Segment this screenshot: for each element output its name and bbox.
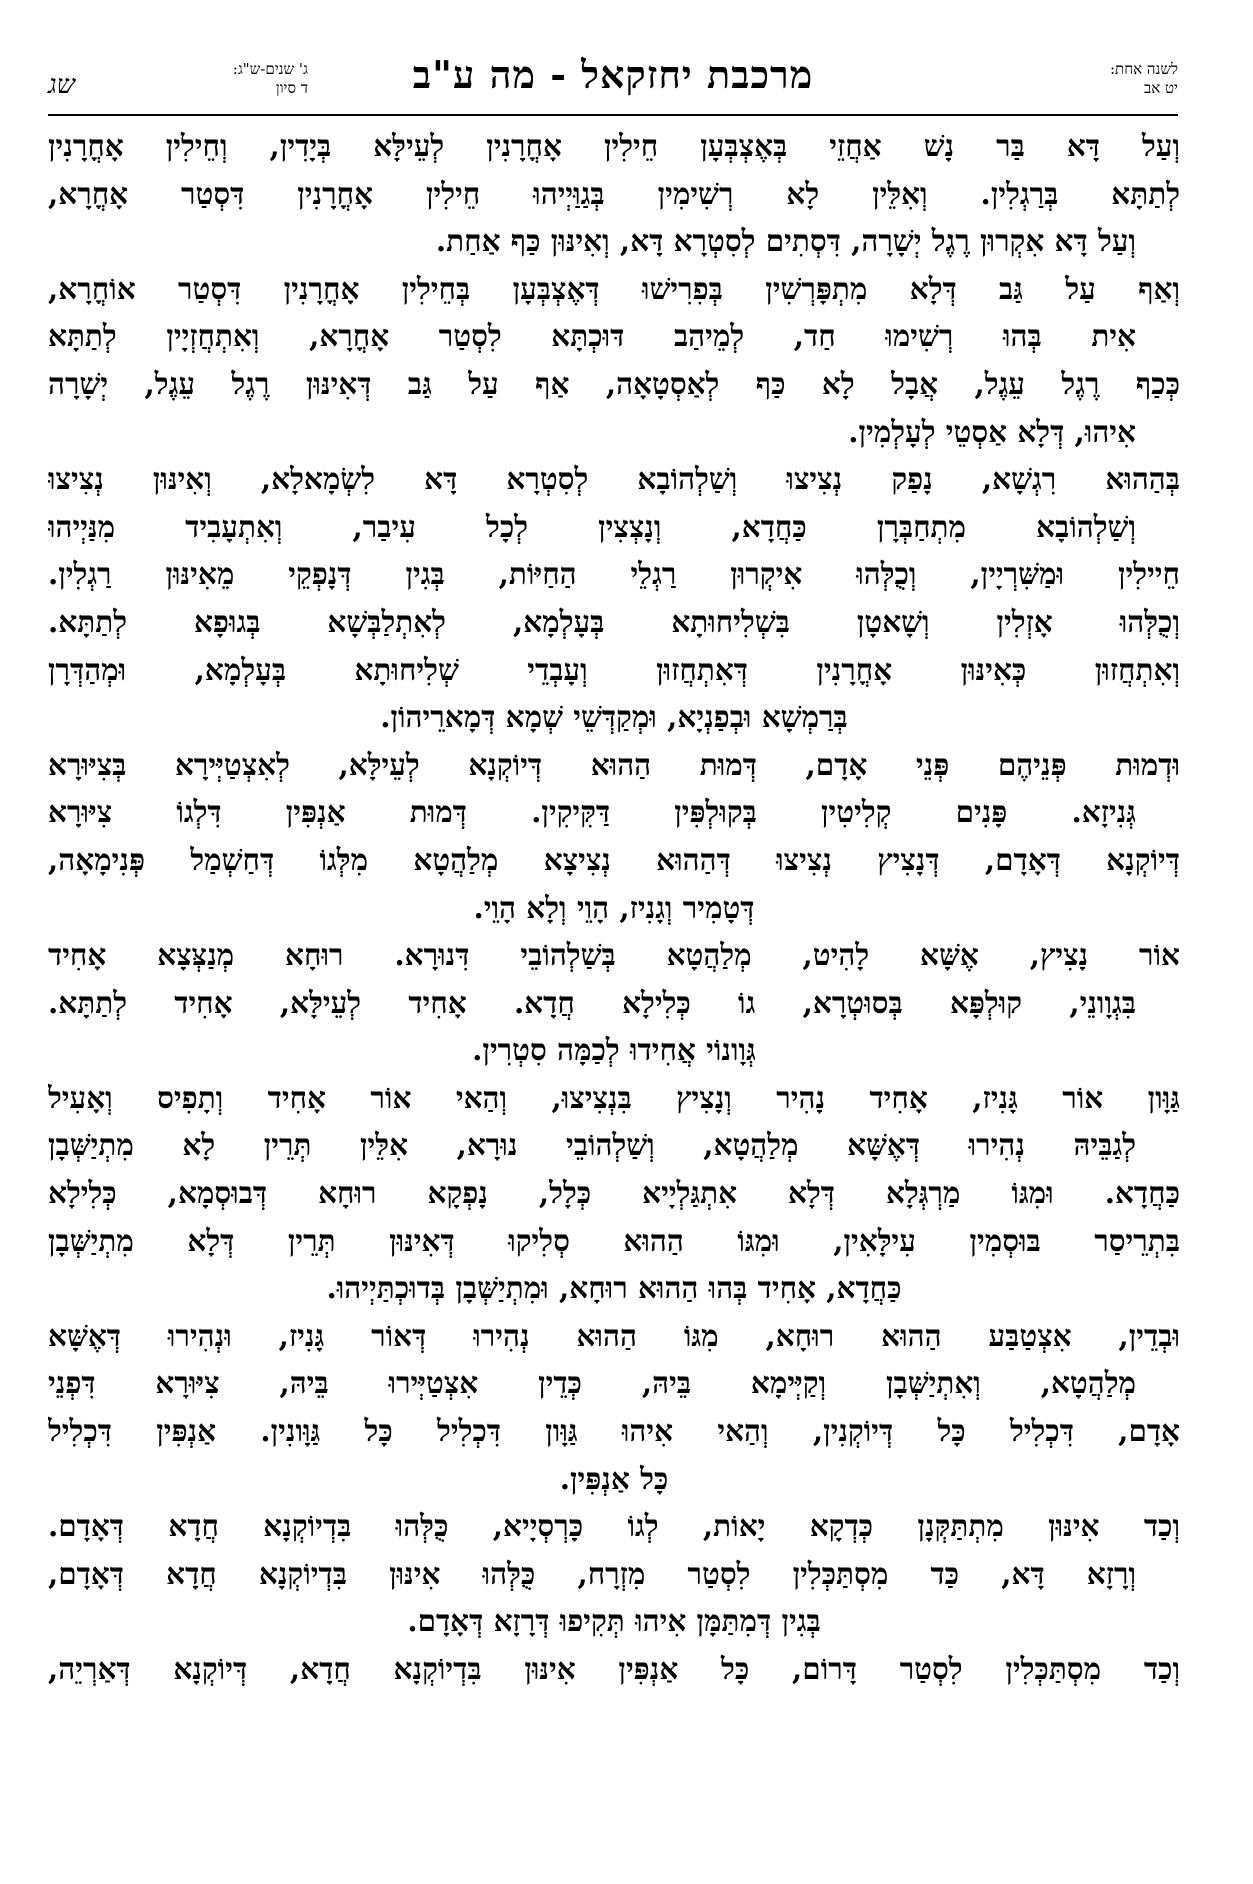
text-line: לְתַתָּא בְּרַגְלִין. וְאִלֵּין לָא רְשִׁימִין בְּגַוַּיְיהוּ חֵילִין אָחֳרָנִין דִּסְטַר אָחֳרָא, xyxy=(48,175,1180,211)
text-line: אָדָם, דִּכְלִיל כָּל דְּיוֹקְנִין, וְהַאי אִיהוּ גַּוָּון דִּכְלִיל כָּל גַּוָּונִין. אַנְפִּין דִּכְלִיל xyxy=(48,1413,1180,1449)
text-line: דְּטָמִיר וְגָנִיז, הָוֵי וְלָא הָוֵי. xyxy=(473,889,755,925)
text-line: וְעַל דָּא אִקְרוּן רֶגֶל יְשָׁרָה, דִּסְתִים לְסִטְרָא דָּא, וְאִינּוּן כַּף אַחַת. xyxy=(435,223,1136,259)
text-line: וְשַׁלְהוֹבָא מִתְחַבְּרָן כַּחֲדָא, וְנָצְצִין לְכָל עִיבַר, וְאִתְעָבִיד מִנַּיְיהוּ xyxy=(48,508,1136,544)
header-divider xyxy=(48,114,1178,116)
text-line: וְרָזָא דָּא, כַּד מִסְתַּכְּלִין לִסְטַר מִזְרָח, כֻּלְּהוּ אִינּוּן בִּדְיוֹקְנָא חֲדָא דְּאָדָם, xyxy=(48,1555,1136,1591)
text-line: גַּוָּון אוֹר גָּנִיז, אָחִיד נָהִיר וְנָצִיץ בִּנְצִיצוּ, וְהַאי אוֹר אָחִיד וְתָפִיס וְאָעִיל xyxy=(48,1079,1180,1115)
text-line: אִית בְּהוּ רְשִׁימוּ חַד, לְמֵיהַב דּוּכְתָּא לִסְטַר אָחֳרָא, וְאִתְחֲזְיָין לְתַתָּא xyxy=(48,318,1136,354)
text-line: גְּוָונוֹי אֲחִידוּ לְכַמָּה סִטְרִין. xyxy=(472,1032,756,1068)
page-number: שג xyxy=(48,70,75,100)
text-line: וּדְמוּת פְּנֵיהֶם פְּנֵי אָדָם, דְּמוּת הַהוּא דְּיוֹקְנָא לְעֵילָּא, לְאִצְטַיְּירָא בְּצִיּוּרָא xyxy=(48,746,1180,782)
text-line: כַּחֲדָא, אָחִיד בְּהוּ הַהוּא רוּחָא, וּמִתְיַשְּׁבָן בְּדוּכְתַּיְיהוּ. xyxy=(326,1270,902,1306)
text-line: מְלַהֲטָא, וְאִתְיַשְּׁבָן וְקַיְּימָא בֵּיהּ, כְּדֵין אִצְטַיְּירוּ בֵּיהּ, צִיּוּרָא דִּפְנֵי xyxy=(48,1365,1136,1401)
header-three-years-label: ג' שנים-ש"ג: xyxy=(232,60,308,78)
text-line: בְּהַהוּא רִגְשָׁא, נָפַק נְצִיצוּ וְשַׁלְהוֹבָא לְסִטְרָא דָּא לִשְׂמָאלָא, וְאִינּוּן נְצִיצוּ xyxy=(48,461,1180,497)
header-one-year-date: יט אב xyxy=(1144,79,1178,97)
text-line: חֵיילִין וּמַשִּׁרְיָין, וְכֻלְּהוּ אִיקְרוּן רַגְלֵי הַחַיּוֹת, בְּגִין דְּנָפְקֵי מֵאִינּוּן רַגְלִין. xyxy=(48,556,1180,592)
text-line: בְּגִין דְּמִתַּמָּן אִיהוּ תְּקִיפוּ דְּרָזָא דְּאָדָם. xyxy=(407,1603,821,1639)
text-line: דְּיוֹקְנָא דְּאָדָם, דְּנָצִיץ נְצִיצוּ דְּהַהוּא נְצִיצָא מְלַהֲטָא מִלְּגוֹ דְּחַשְׁמַל פְּנִימָאָה, xyxy=(48,841,1180,877)
main-text xyxy=(48,122,1180,1693)
text-line: בִּגְוָונֵי, קוּלְפָּא בְּסוּטְרָא, גוֹ כְּלִילָא חֲדָא. אָחִיד לְעֵילָּא, אָחִיד לְתַתָּא. xyxy=(48,984,1136,1020)
text-line: כָּל אַנְפִּין. xyxy=(559,1460,669,1496)
text-line: וְכֻלְּהוּ אָזְלִין וְשָׁאטָן בִּשְׁלִיחוּתָא בְּעָלְמָא, לְאִתְלַבְּשָׁא בְּגוּפָא לְתַתָּא. xyxy=(48,603,1180,639)
text-line: בְּרַמְשָׁא וּבְפַנְיָא, וּמְקַדְּשֵׁי שְׁמָא דְּמָארֵיהוֹן. xyxy=(380,699,848,735)
header-schedule-three-years xyxy=(158,60,308,98)
text-line: אִיהוּ, דְּלָא אַסְטֵי לְעָלְמִין. xyxy=(848,413,1136,449)
text-line: כְּכַף רֶגֶל עֵגֶל, אֲבָל לָא כַּף לְאַסְטָאָה, אַף עַל גַּב דְּאִינּוּן רֶגֶל עֵגֶל, יְשָׁרָה xyxy=(48,365,1180,401)
text-line: כַּחֲדָא. וּמִגּוֹ מַרְגְּלָא דְּלָא אִתְגַּלְיָיא כְּלָל, נָפְקָא רוּחָא דְּבוּסְמָא, כְּלִילָא xyxy=(48,1175,1180,1211)
text-line: וְכַד אִינּוּן מִתְתַּקְּנָן כְּדְקָא יָאוֹת, לְגוֹ כָּרְסְיָיא, כֻּלְּהוּ בִּדְיוֹקְנָא חֲדָא דְּאָדָם. xyxy=(48,1508,1180,1544)
header-one-year-label: לשנה אחת: xyxy=(1110,60,1178,78)
text-line: גְּנִיזָא. פָּנִים קְלִיטִין בְּקוּלְפִּין דַּקִּיקִין. דְּמוּת אַנְפִּין דִּלְגוֹ צִיּוּרָא xyxy=(48,794,1136,830)
text-line: וְכַד מִסְתַּכְּלִין לִסְטַר דָּרוֹם, כָּל אַנְפִּין אִינּוּן בִּדְיוֹקְנָא חֲדָא, דְּיוֹקְנָא דְּאַרְיֵה, xyxy=(48,1651,1180,1686)
text-line: וּבְדֵין, אִצְטַבַּע הַהוּא רוּחָא, מִגּוֹ הַהוּא נְהִירוּ דְּאוֹר גָּנִיז, וּנְהִירוּ דְּאֶשָּׁא xyxy=(48,1317,1180,1353)
text-line: בִּתְרֵיסַר בּוּסְמִין עִילָּאִין, וּמִגּוֹ הַהוּא סְלִיקוּ דְּאִינּוּן תְּרֵין דְּלָא מִתְיַשְּׁבָן xyxy=(48,1222,1180,1258)
text-line: וְעַל דָּא בַּר נָשׁ אַחֲזֵי בְּאֶצְבְּעָן חֵילִין אָחֳרָנִין לְעֵילָּא בְּיָדִין, וְחֵילִין אָחֳרָנִין xyxy=(48,128,1180,163)
header-three-years-date: ד סיון xyxy=(275,79,308,97)
text-line: וְאַף עַל גַּב דְּלָא מִתְפָּרְשִׁין בְּפִרִישׁוּ דְּאֶצְבְּעָן בְּחֵילִין אָחֳרָנִין דִּסְטַר אוֹחֳרָא, xyxy=(48,270,1180,306)
text-line: וְאִתְחֲזוּן כְּאִינּוּן אָחֳרָנִין דְּאִתְחֲזוּן וְעָבְדֵי שְׁלִיחוּתָא בְּעָלְמָא, וּמְהַדְּרָן xyxy=(48,651,1180,687)
text-line: לְגַבֵּיהּ נְהִירוּ דְּאֶשָּׁא מְלַהֲטָא, וְשַׁלְהוֹבֵי נוּרָא, אִלֵּין תְּרֵין לָא מִתְיַשְּׁבָן xyxy=(48,1127,1136,1163)
text-block xyxy=(48,122,1180,1693)
text-line: אוֹר נָצִיץ, אֶשָּׁא לָהִיט, מְלַהֲטָא בְּשַׁלְהוֹבֵי דִּנוּרָא. רוּחָא מְנַצְּצָא אָחִיד xyxy=(48,937,1180,973)
page-title: מרכבת יחזקאל - מה ע"ב xyxy=(412,52,814,97)
page-header xyxy=(48,48,1178,112)
